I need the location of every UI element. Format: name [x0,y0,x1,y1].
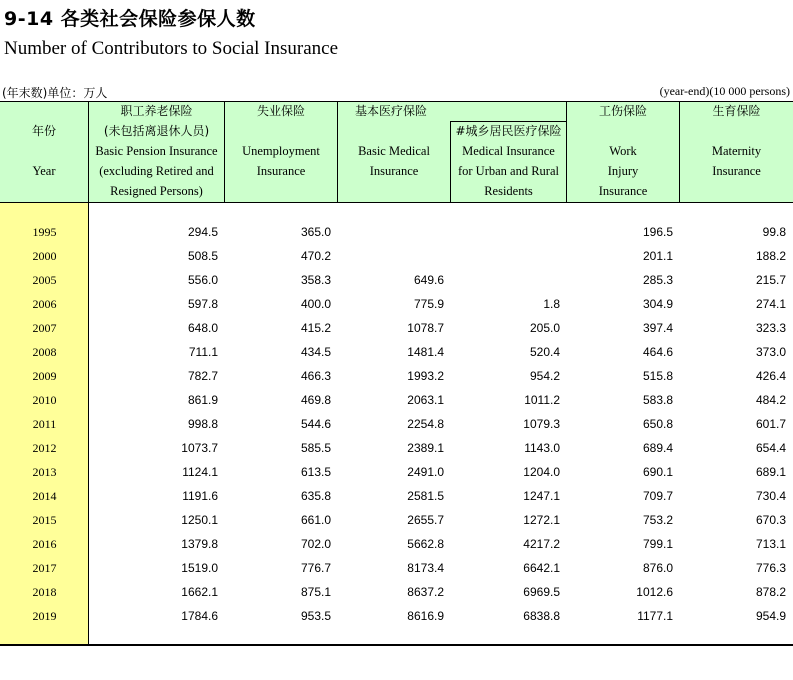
cell-pension: 1379.8 [181,537,218,551]
table-row [0,437,793,461]
header-work-injury-en-3: Insurance [598,184,648,198]
cell-medical: 1993.2 [407,369,444,383]
cell-medical: 2254.8 [407,417,444,431]
header-unemployment-en-2: Insurance [256,164,306,178]
cell-work-injury: 1177.1 [637,609,673,623]
cell-urban-rural: 4217.2 [523,537,560,551]
header-urban-rural-en-2: for Urban and Rural [457,164,559,178]
table-row [0,461,793,485]
cell-work-injury: 689.4 [642,441,673,455]
cell-year: 2018 [32,585,57,599]
table-row [0,509,793,533]
cell-maternity: 689.1 [755,465,786,479]
table-row [0,581,793,605]
cell-maternity: 484.2 [755,393,786,407]
header-maternity-zh: 生育保险 [712,104,761,118]
header-work-injury-en-2: Injury [607,164,639,178]
header-year-en: Year [32,164,56,178]
cell-unemployment: 466.3 [300,369,331,383]
cell-maternity: 188.2 [755,249,786,263]
header-urban-rural-zh: #城乡居民医疗保险 [455,124,562,138]
table-row [0,557,793,581]
cell-urban-rural: 6838.8 [523,609,560,623]
cell-medical: 8173.4 [407,561,444,575]
header-maternity [680,101,793,181]
cell-medical: 8616.9 [407,609,444,623]
cell-urban-rural: 1079.3 [523,417,560,431]
cell-year: 2015 [32,513,57,527]
cell-unemployment: 585.5 [300,441,331,455]
cell-pension: 1124.1 [182,465,218,479]
header-pension-en-3: Resigned Persons) [110,184,203,198]
unit-label-en: (year-end)(10 000 persons) [659,84,790,98]
cell-pension: 1073.7 [181,441,218,455]
cell-urban-rural: 520.4 [529,345,560,359]
header-pension-en-1: Basic Pension Insurance [95,144,218,158]
cell-year: 2012 [32,441,57,455]
cell-maternity: 776.3 [755,561,786,575]
cell-pension: 782.7 [187,369,218,383]
cell-pension: 1191.6 [182,489,218,503]
unit-label-zh: (年末数)单位：万人 [2,86,108,100]
cell-maternity: 878.2 [755,585,786,599]
cell-unemployment: 875.1 [300,585,331,599]
cell-year: 2006 [32,297,57,311]
cell-maternity: 426.4 [755,369,786,383]
cell-unemployment: 469.8 [300,393,331,407]
cell-pension: 998.8 [187,417,218,431]
cell-medical: 5662.8 [407,537,444,551]
cell-urban-rural: 1204.0 [523,465,560,479]
cell-medical: 2389.1 [407,441,444,455]
header-urban-rural-en-1: Medical Insurance [462,144,555,158]
header-medical [338,141,450,181]
cell-unemployment: 470.2 [300,249,331,263]
header-work-injury [567,101,679,201]
header-unemployment [225,101,337,181]
cell-work-injury: 196.5 [642,225,673,239]
cell-pension: 861.9 [187,393,218,407]
cell-year: 2009 [32,369,57,383]
cell-unemployment: 776.7 [300,561,331,575]
cell-year: 2013 [32,465,57,479]
cell-year: 2014 [32,489,57,503]
header-unemployment-en-1: Unemployment [242,144,320,158]
cell-work-injury: 690.1 [642,465,673,479]
header-pension [89,101,224,201]
cell-unemployment: 544.6 [300,417,331,431]
cell-work-injury: 285.3 [642,273,673,287]
cell-maternity: 99.8 [762,225,786,239]
cell-unemployment: 702.0 [300,537,331,551]
table-row [0,341,793,365]
cell-work-injury: 1012.6 [636,585,673,599]
header-medical-zh: 基本医疗保险 [355,104,428,118]
cell-maternity: 274.1 [755,297,786,311]
header-maternity-en-2: Insurance [712,164,761,178]
table-title-en: Number of Contributors to Social Insurance [4,38,339,59]
table-row [0,221,793,245]
cell-work-injury: 650.8 [642,417,673,431]
cell-unemployment: 415.2 [300,321,331,335]
cell-urban-rural: 1011.2 [524,393,560,407]
table-row [0,605,793,629]
table-row [0,365,793,389]
cell-maternity: 654.4 [755,441,786,455]
header-year-zh: 年份 [31,124,56,138]
cell-unemployment: 613.5 [300,465,331,479]
cell-medical: 775.9 [413,297,444,311]
cell-work-injury: 201.1 [642,249,673,263]
cell-urban-rural: 6642.1 [523,561,560,575]
cell-year: 2017 [32,561,57,575]
cell-year: 2007 [32,321,57,335]
cell-pension: 508.5 [187,249,218,263]
cell-unemployment: 358.3 [300,273,331,287]
header-work-injury-zh: 工伤保险 [598,104,647,118]
cell-maternity: 373.0 [755,345,786,359]
cell-urban-rural: 205.0 [529,321,560,335]
cell-urban-rural: 1272.1 [523,513,560,527]
cell-pension: 556.0 [187,273,218,287]
header-year [0,121,88,181]
cell-unemployment: 635.8 [300,489,331,503]
cell-maternity: 601.7 [755,417,786,431]
cell-work-injury: 753.2 [642,513,673,527]
cell-unemployment: 434.5 [300,345,331,359]
cell-year: 2005 [32,273,57,287]
cell-medical: 649.6 [413,273,444,287]
header-unemployment-zh: 失业保险 [256,104,305,118]
cell-pension: 1519.0 [181,561,218,575]
cell-pension: 597.8 [187,297,218,311]
header-maternity-en-1: Maternity [711,144,762,158]
table-row [0,269,793,293]
cell-year: 2016 [32,537,57,551]
cell-pension: 648.0 [187,321,218,335]
header-urban-rural-en-3: Residents [484,184,533,198]
table-bottom-rule [0,644,793,646]
cell-maternity: 215.7 [755,273,786,287]
cell-medical: 2655.7 [407,513,444,527]
table-row [0,317,793,341]
cell-urban-rural: 1143.0 [524,441,560,455]
cell-pension: 711.1 [188,345,218,359]
cell-year: 2010 [32,393,57,407]
header-work-injury-en-1: Work [609,144,637,158]
cell-work-injury: 304.9 [642,297,673,311]
cell-year: 2000 [32,249,57,263]
cell-medical: 2581.5 [407,489,444,503]
cell-maternity: 323.3 [755,321,786,335]
header-pension-en-2: (excluding Retired and [99,164,214,178]
header-pension-zh-note: (未包括离退休人员) [103,124,210,138]
cell-year: 2008 [32,345,57,359]
cell-unemployment: 661.0 [300,513,331,527]
cell-medical: 2063.1 [407,393,444,407]
cell-unemployment: 365.0 [300,225,331,239]
cell-urban-rural: 1247.1 [523,489,560,503]
cell-pension: 294.5 [187,225,218,239]
table-row [0,533,793,557]
header-medical-en-1: Basic Medical [358,144,430,158]
cell-year: 2019 [32,609,57,623]
header-pension-zh: 职工养老保险 [120,104,193,118]
table-row [0,389,793,413]
cell-work-injury: 397.4 [642,321,673,335]
cell-urban-rural: 954.2 [529,369,560,383]
cell-pension: 1662.1 [181,585,218,599]
cell-medical: 2491.0 [407,465,444,479]
cell-unemployment: 400.0 [300,297,331,311]
header-medical-group [338,101,450,121]
cell-maternity: 954.9 [755,609,786,623]
cell-urban-rural: 6969.5 [523,585,560,599]
cell-maternity: 713.1 [755,537,786,551]
cell-work-injury: 876.0 [642,561,673,575]
cell-work-injury: 464.6 [642,345,673,359]
table-row [0,485,793,509]
cell-work-injury: 709.7 [642,489,673,503]
data-table [0,101,793,646]
cell-pension: 1250.1 [181,513,218,527]
cell-year: 1995 [32,225,57,239]
cell-medical: 1481.4 [407,345,444,359]
cell-pension: 1784.6 [181,609,218,623]
table-row [0,413,793,437]
cell-work-injury: 515.8 [642,369,673,383]
cell-unemployment: 953.5 [300,609,331,623]
table-row [0,245,793,269]
cell-work-injury: 583.8 [642,393,673,407]
header-bottom-rule [0,202,793,203]
header-medical-en-2: Insurance [369,164,419,178]
table-title-zh: 9-14 各类社会保险参保人数 [4,8,256,30]
cell-medical: 8637.2 [407,585,444,599]
cell-maternity: 670.3 [755,513,786,527]
cell-medical: 1078.7 [407,321,444,335]
cell-urban-rural: 1.8 [543,297,560,311]
table-row [0,293,793,317]
cell-year: 2011 [32,417,57,431]
cell-maternity: 730.4 [755,489,786,503]
header-urban-rural [451,121,566,201]
cell-work-injury: 799.1 [642,537,673,551]
